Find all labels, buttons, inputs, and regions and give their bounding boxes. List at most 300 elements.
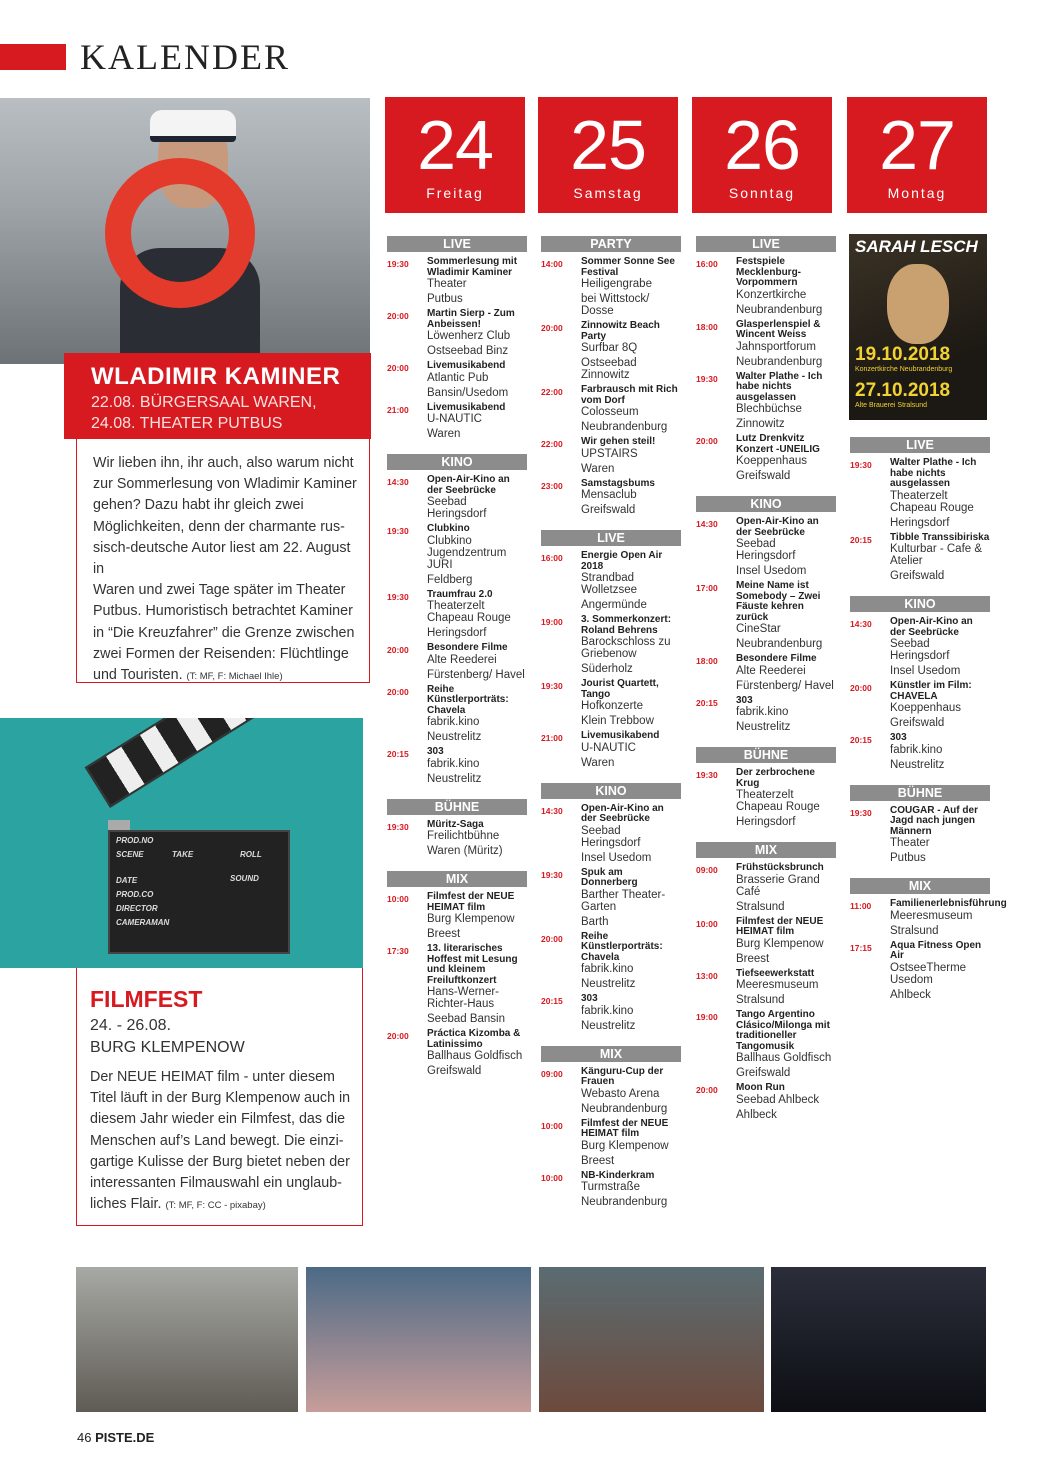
event-time: 16:00 <box>541 553 563 563</box>
photo-credit: (T: MF, F: CC - pixabay) <box>165 1200 266 1212</box>
event-time: 19:00 <box>541 617 563 627</box>
event-title: Filmfest der NEUE HEIMAT film <box>736 915 824 937</box>
event-title: 3. Sommerkonzert: Roland Behrens <box>581 614 672 636</box>
event-location: Meeresmuseum <box>736 979 819 991</box>
event-time: 19:00 <box>696 1012 718 1022</box>
kaminer-name: WLADIMIR KAMINER <box>91 363 341 390</box>
event-time: 19:30 <box>541 681 563 691</box>
event-title: Moon Run <box>736 1082 785 1093</box>
kaminer-date-1: 22.08. BÜRGERSAAL WAREN, <box>91 394 317 411</box>
event-city: Putbus <box>427 293 463 305</box>
event-location: Ballhaus Goldfisch <box>736 1052 832 1064</box>
event-city: Breest <box>581 1154 615 1167</box>
event-title: Filmfest der NEUE HEIMAT film <box>427 891 515 913</box>
event-time: 18:00 <box>696 656 718 666</box>
event-location: CineStar <box>736 623 781 635</box>
event-item <box>387 892 527 940</box>
event-item <box>541 804 681 864</box>
event-location: Freilichtbühne <box>427 830 500 842</box>
event-location: fabrik.kino <box>427 716 480 728</box>
event-location: Colosseum <box>581 406 639 418</box>
event-location: Burg Klempenow <box>581 1139 669 1152</box>
category-header: LIVE <box>541 530 681 546</box>
event-city: Neubrandenburg <box>581 1102 668 1115</box>
event-city: Fürstenberg/ Havel <box>427 668 525 681</box>
event-item <box>696 768 836 828</box>
event-title: 303 <box>581 993 598 1004</box>
event-city: Zinnowitz <box>736 418 785 430</box>
text-line-content: und Touristen. <box>93 667 183 684</box>
text-line: gartige Kulisse der Burg bietet neben der <box>90 1153 350 1170</box>
event-city: Waren <box>581 462 615 475</box>
event-location: U-NAUTIC <box>581 741 636 754</box>
event-title: Open-Air-Kino an der Seebrücke <box>427 474 510 496</box>
clapper-label: CAMERAMAN <box>116 918 170 927</box>
keyboard-performer-photo <box>771 1267 986 1412</box>
event-city: Insel Usedom <box>890 665 961 677</box>
event-time: 22:00 <box>541 439 563 449</box>
text-line: Putbus. Humoristisch betrachtet Kaminer <box>93 603 353 620</box>
event-item <box>387 309 527 357</box>
poster-date-1: 19.10.2018 <box>855 344 951 365</box>
event-location: Koeppenhaus <box>736 455 807 467</box>
event-city: Neustrelitz <box>890 758 945 771</box>
event-item <box>387 643 527 681</box>
event-item <box>696 517 836 577</box>
text-line: Titel läuft in der Burg Klempenow auch in <box>90 1090 351 1107</box>
event-item <box>387 944 527 1025</box>
event-location: Seebad Ahlbeck <box>736 1093 820 1106</box>
event-title: Wir gehen steil! <box>581 436 656 447</box>
event-title: Energie Open Air 2018 <box>581 550 663 572</box>
event-location: UPSTAIRS <box>581 447 638 460</box>
event-title: Livemusikabend <box>427 360 506 371</box>
event-location: Hofkonzerte <box>581 700 644 712</box>
event-item <box>696 1010 836 1079</box>
page-title: KALENDER <box>80 37 290 77</box>
day-number: 26 <box>724 106 800 184</box>
event-city: Breest <box>736 952 770 965</box>
event-title: Filmfest der NEUE HEIMAT film <box>581 1117 669 1139</box>
event-item <box>387 685 527 744</box>
event-item <box>696 696 836 734</box>
day-number: 25 <box>570 106 646 184</box>
event-item <box>541 551 681 611</box>
event-title: Meine Name ist Somebody – Zwei Fäuste kehren zurück <box>736 580 821 623</box>
event-title: 303 <box>890 732 907 743</box>
event-item <box>850 898 1007 937</box>
event-title: Sommer Sonne See Festival <box>581 256 675 278</box>
event-item <box>387 257 527 305</box>
day-weekday: Montag <box>887 185 947 201</box>
event-item <box>541 1171 681 1209</box>
event-title: NB-Kinderkram <box>581 1169 655 1181</box>
event-title: Práctica Kizomba & Latinissimo <box>427 1028 521 1050</box>
event-time: 09:00 <box>541 1068 563 1079</box>
event-location: fabrik.kino <box>890 743 943 756</box>
category-header: MIX <box>387 871 527 887</box>
event-time: 14:30 <box>387 477 409 487</box>
event-item <box>387 524 527 586</box>
page-footer <box>77 1430 154 1445</box>
event-city: Neustrelitz <box>427 772 482 785</box>
event-location: Atlantic Pub <box>427 371 489 384</box>
text-line: in “Die Kreuzfahrer” die Grenze zwischen <box>93 624 355 641</box>
film-text <box>90 1067 358 1216</box>
event-title: Müritz-Saga <box>427 818 484 830</box>
photo-life-ring <box>105 158 255 308</box>
event-location: Ballhaus Goldfisch <box>427 1050 523 1062</box>
event-time: 09:00 <box>696 865 718 875</box>
event-title: Festspiele Mecklenburg-Vorpommern <box>736 256 802 288</box>
event-location: Burg Klempenow <box>427 913 515 925</box>
event-item <box>541 868 681 928</box>
event-location: fabrik.kino <box>581 1004 634 1017</box>
poster-name: SARAH LESCH <box>855 237 978 256</box>
event-city: Fürstenberg/ Havel <box>736 679 834 692</box>
event-title: Zinnowitz Beach Party <box>581 320 660 342</box>
event-location: Theater <box>890 837 930 849</box>
event-time: 19:30 <box>387 591 409 602</box>
event-item <box>541 679 681 727</box>
event-city: Greifswald <box>581 504 636 516</box>
event-city: Ahlbeck <box>890 988 931 1001</box>
event-item <box>850 681 990 729</box>
event-title: Lutz Drenkvitz Konzert -UNEILIG <box>736 433 820 455</box>
event-location: OstseeTherme Usedom <box>890 961 967 986</box>
event-item <box>387 820 527 858</box>
day-number: 27 <box>879 106 955 184</box>
event-city: Barth <box>581 915 609 928</box>
event-title: Livemusikabend <box>427 401 506 413</box>
event-time: 17:30 <box>387 946 409 956</box>
event-city: Neustrelitz <box>736 721 791 733</box>
event-city: Neubrandenburg <box>736 303 823 316</box>
clapper-label: ROLL <box>240 850 262 859</box>
category-header: PARTY <box>541 236 681 252</box>
concert-photo-guitarist <box>76 1267 298 1412</box>
category-header: BÜHNE <box>850 785 990 801</box>
category-header: MIX <box>696 842 836 858</box>
event-item <box>696 581 836 650</box>
schedule-column <box>850 437 1007 1015</box>
event-title: Tibble Transsibiriska <box>890 531 990 543</box>
event-title: Sommerlesung mit Wladimir Kaminer <box>427 256 518 278</box>
event-title: Reihe Künstlerporträts: Chavela <box>581 930 663 963</box>
event-time: 21:00 <box>387 404 409 415</box>
event-time: 20:00 <box>850 683 872 693</box>
category-header: LIVE <box>850 437 990 453</box>
text-line: diesem Jahr wieder ein Filmfest, das die <box>90 1111 346 1128</box>
poster-face <box>887 264 949 344</box>
event-item <box>387 403 527 441</box>
festival-photo-crowd <box>306 1267 531 1412</box>
event-title: Livemusikabend <box>581 730 660 741</box>
event-time: 20:15 <box>541 996 563 1006</box>
event-city: Neubrandenburg <box>581 421 668 433</box>
event-city: Bansin/Usedom <box>427 386 509 399</box>
audience-photo <box>539 1267 764 1412</box>
event-city: Greifswald <box>427 1065 482 1077</box>
event-time: 20:00 <box>387 645 409 655</box>
event-city: Neustrelitz <box>581 978 636 990</box>
event-location: Hans-Werner-Richter-Haus <box>427 986 499 1010</box>
schedule-column <box>696 236 836 1135</box>
event-time: 16:00 <box>696 259 718 269</box>
event-time: 20:15 <box>696 697 718 708</box>
event-time: 20:15 <box>387 749 409 759</box>
event-item <box>850 458 990 529</box>
event-item <box>541 321 681 381</box>
event-location: Konzertkirche <box>736 288 807 301</box>
day-header <box>692 97 832 213</box>
event-time: 20:15 <box>850 735 872 745</box>
event-time: 14:30 <box>541 805 563 816</box>
event-item <box>850 806 990 865</box>
event-time: 14:30 <box>696 519 718 529</box>
category-header: MIX <box>541 1046 681 1062</box>
event-city: Neustrelitz <box>581 1019 636 1032</box>
day-header <box>538 97 678 213</box>
event-city: Heringsdorf <box>890 516 950 529</box>
event-time: 10:00 <box>387 894 409 904</box>
event-city: Neubrandenburg <box>736 355 823 368</box>
event-city: Angermünde <box>581 599 647 611</box>
event-city: Waren <box>581 756 615 769</box>
event-location: fabrik.kino <box>581 963 634 975</box>
event-title: Spuk am Donnerberg <box>581 866 638 888</box>
category-header: LIVE <box>696 236 836 252</box>
event-title: Frühstücksbrunch <box>736 862 824 873</box>
clapper-label: PROD.NO <box>116 836 154 845</box>
clapper-label: DIRECTOR <box>116 904 158 913</box>
event-city: Neubrandenburg <box>736 638 823 650</box>
event-city: Seebad Bansin <box>427 1013 506 1025</box>
event-title: Open-Air-Kino an der Seebrücke <box>736 516 819 538</box>
schedule-column <box>387 236 527 1091</box>
category-header: KINO <box>541 783 681 799</box>
event-time: 19:30 <box>541 869 563 880</box>
event-title: Traumfrau 2.0 <box>427 588 493 600</box>
event-item <box>850 617 990 677</box>
event-location: Alte Reederei <box>427 653 497 666</box>
header-accent-bar <box>0 44 66 70</box>
event-item <box>541 932 681 991</box>
event-location: Turmstraße <box>581 1181 640 1193</box>
event-time: 19:30 <box>387 526 409 536</box>
film-title: FILMFEST <box>90 986 203 1012</box>
event-title: Open-Air-Kino an der Seebrücke <box>890 616 973 638</box>
event-time: 10:00 <box>696 918 718 929</box>
event-time: 19:30 <box>850 807 872 818</box>
event-location: Jahnsportforum <box>736 340 816 353</box>
event-time: 14:30 <box>850 619 872 629</box>
event-time: 20:00 <box>541 933 563 944</box>
event-location: Mensaclub <box>581 489 637 501</box>
day-weekday: Samstag <box>573 185 643 201</box>
day-header <box>385 97 525 213</box>
event-title: Tiefseewerkstatt <box>736 967 815 979</box>
event-location: Theaterzelt Chapeau Rouge <box>890 489 974 514</box>
film-date: 24. - 26.08. <box>90 1017 171 1034</box>
event-item <box>696 1083 836 1121</box>
clapper-label: TAKE <box>172 850 194 859</box>
event-item <box>387 747 527 785</box>
event-time: 13:00 <box>696 970 718 981</box>
event-location: Strandbad Wolletzsee <box>581 572 638 596</box>
poster-venue-1: Konzertkirche Neubrandenburg <box>855 366 953 373</box>
text-line: Waren und zwei Tage später im Theater <box>93 582 346 599</box>
event-location: Blechbüchse <box>736 403 802 415</box>
event-city: Greifswald <box>890 570 945 582</box>
event-title: Känguru-Cup der Frauen <box>581 1065 664 1087</box>
text-line <box>90 1194 358 1216</box>
text-line <box>93 665 363 687</box>
text-line-content: liches Flair. <box>90 1196 162 1213</box>
event-location: Burg Klempenow <box>736 937 824 950</box>
day-header <box>847 97 987 213</box>
event-item <box>541 615 681 675</box>
event-item <box>387 361 527 399</box>
kaminer-label <box>64 353 371 439</box>
event-time: 22:00 <box>541 387 563 397</box>
event-time: 17:00 <box>696 583 718 593</box>
text-line: Möglichkeiten, denn der charmante rus- <box>93 518 345 535</box>
event-time: 21:00 <box>541 733 563 743</box>
event-time: 17:15 <box>850 942 872 953</box>
event-time: 20:00 <box>387 311 409 321</box>
event-location: Theaterzelt Chapeau Rouge <box>427 600 511 624</box>
event-title: COUGAR - Auf der Jagd nach jungen Männern <box>890 804 978 837</box>
category-header: KINO <box>850 596 990 612</box>
event-city: Greifswald <box>736 470 791 482</box>
sarah-lesch-poster <box>849 234 987 420</box>
clapper-body <box>108 830 290 954</box>
event-location: Seebad Heringsdorf <box>736 538 796 562</box>
event-item <box>541 385 681 433</box>
day-weekday: Sonntag <box>728 185 796 201</box>
event-city: Insel Usedom <box>581 851 652 864</box>
text-line: Der NEUE HEIMAT film - unter diesem <box>90 1069 335 1085</box>
event-time: 23:00 <box>541 480 563 491</box>
event-city: Feldberg <box>427 573 473 586</box>
text-line: Menschen auf’s Land bewegt. Die einzi- <box>90 1132 344 1149</box>
event-city: Ahlbeck <box>736 1108 777 1121</box>
event-time: 19:30 <box>387 821 409 832</box>
event-location: Kulturbar - Cafe & Atelier <box>890 543 983 567</box>
event-location: Webasto Arena <box>581 1087 660 1100</box>
category-header: BÜHNE <box>387 799 527 815</box>
event-title: 13. literarisches Hoffest mit Lesung und kleinem Freiluftkonzert <box>427 943 518 986</box>
event-time: 19:30 <box>696 373 718 384</box>
event-title: Clubkino <box>427 523 470 534</box>
event-location: Barther Theater-Garten <box>581 888 666 913</box>
event-location: Clubkino Jugendzentrum JURI <box>427 534 507 571</box>
event-item <box>541 1119 681 1167</box>
category-header: MIX <box>850 878 990 894</box>
event-item <box>696 917 836 965</box>
clapper-label: SOUND <box>230 874 259 883</box>
event-title: Reihe Künstlerporträts: Chavela <box>427 683 509 716</box>
event-city: Greifswald <box>736 1067 791 1079</box>
film-photo <box>0 718 363 968</box>
event-location: Surfbar 8Q <box>581 342 638 354</box>
event-city: Neustrelitz <box>427 731 482 743</box>
event-city: Greifswald <box>890 717 945 729</box>
event-location: fabrik.kino <box>427 757 480 770</box>
text-line: gehen? Dazu habt ihr gleich zwei <box>93 497 304 514</box>
text-line: sisch-deutsche Autor liest am 22. August in <box>93 539 351 578</box>
event-title: Walter Plathe - Ich habe nichts ausgelassen <box>890 457 977 489</box>
event-item <box>387 590 527 640</box>
event-city: Stralsund <box>736 994 785 1006</box>
event-item <box>387 475 527 520</box>
schedule-column <box>541 236 681 1222</box>
event-title: Martin Sierp - Zum Anbeissen! <box>427 308 515 330</box>
event-title: Jourist Quartett, Tango <box>581 678 659 700</box>
event-item <box>696 863 836 913</box>
event-location: Brasserie Grand Café <box>736 873 820 898</box>
event-title: Tango Argentino Clásico/Milonga mit traditioneller Tangomusik <box>736 1009 830 1052</box>
event-time: 20:00 <box>387 1031 409 1041</box>
text-line: zur Sommerlesung von Wladimir Kaminer <box>93 476 357 493</box>
event-item <box>696 969 836 1007</box>
event-title: Glasperlenspiel & Wincent Weiss <box>736 318 821 340</box>
photo-credit: (T: MF, F: Michael Ihle) <box>186 671 283 683</box>
event-title: Walter Plathe - Ich habe nichts ausgelassen <box>736 370 823 403</box>
event-time: 20:00 <box>541 323 563 333</box>
event-item <box>696 257 836 316</box>
event-city: Heringsdorf <box>736 816 796 828</box>
event-city: Stralsund <box>890 924 939 937</box>
page-number: 46 <box>77 1430 92 1445</box>
event-city: Waren (Müritz) <box>427 845 503 857</box>
event-location: Barockschloss zu Griebenow <box>581 636 671 660</box>
event-item <box>541 994 681 1032</box>
event-city: Klein Trebbow <box>581 715 654 727</box>
kaminer-text <box>93 453 363 687</box>
event-title: Samstagsbums <box>581 477 655 489</box>
event-item <box>696 434 836 482</box>
event-location: Seebad Heringsdorf <box>890 638 950 662</box>
event-city: Ostseebad Zinnowitz <box>581 357 637 381</box>
event-item <box>850 941 990 1001</box>
day-weekday: Freitag <box>426 185 484 201</box>
event-location: fabrik.kino <box>736 706 789 718</box>
event-item <box>541 731 681 769</box>
event-item <box>696 320 836 368</box>
event-time: 19:30 <box>387 259 409 269</box>
event-city: Waren <box>427 428 461 440</box>
event-city: Neubrandenburg <box>581 1196 668 1208</box>
event-time: 19:30 <box>696 770 718 780</box>
event-title: Aqua Fitness Open Air <box>890 939 982 961</box>
event-city: Insel Usedom <box>736 565 807 577</box>
event-location: Theaterzelt Chapeau Rouge <box>736 789 820 813</box>
text-line: zwei Formen der Reisenden: Flüchtlinge <box>93 645 349 662</box>
event-time: 20:15 <box>850 534 872 545</box>
kaminer-photo <box>0 98 370 364</box>
event-time: 20:00 <box>696 436 718 446</box>
event-location: Koeppenhaus <box>890 702 961 714</box>
event-title: 303 <box>427 746 444 757</box>
event-location: Seebad Heringsdorf <box>427 496 487 520</box>
event-title: Besondere Filme <box>736 653 817 664</box>
event-time: 14:00 <box>541 259 563 269</box>
event-city: Stralsund <box>736 900 785 913</box>
event-title: Open-Air-Kino an der Seebrücke <box>581 802 664 824</box>
event-item <box>541 479 681 517</box>
